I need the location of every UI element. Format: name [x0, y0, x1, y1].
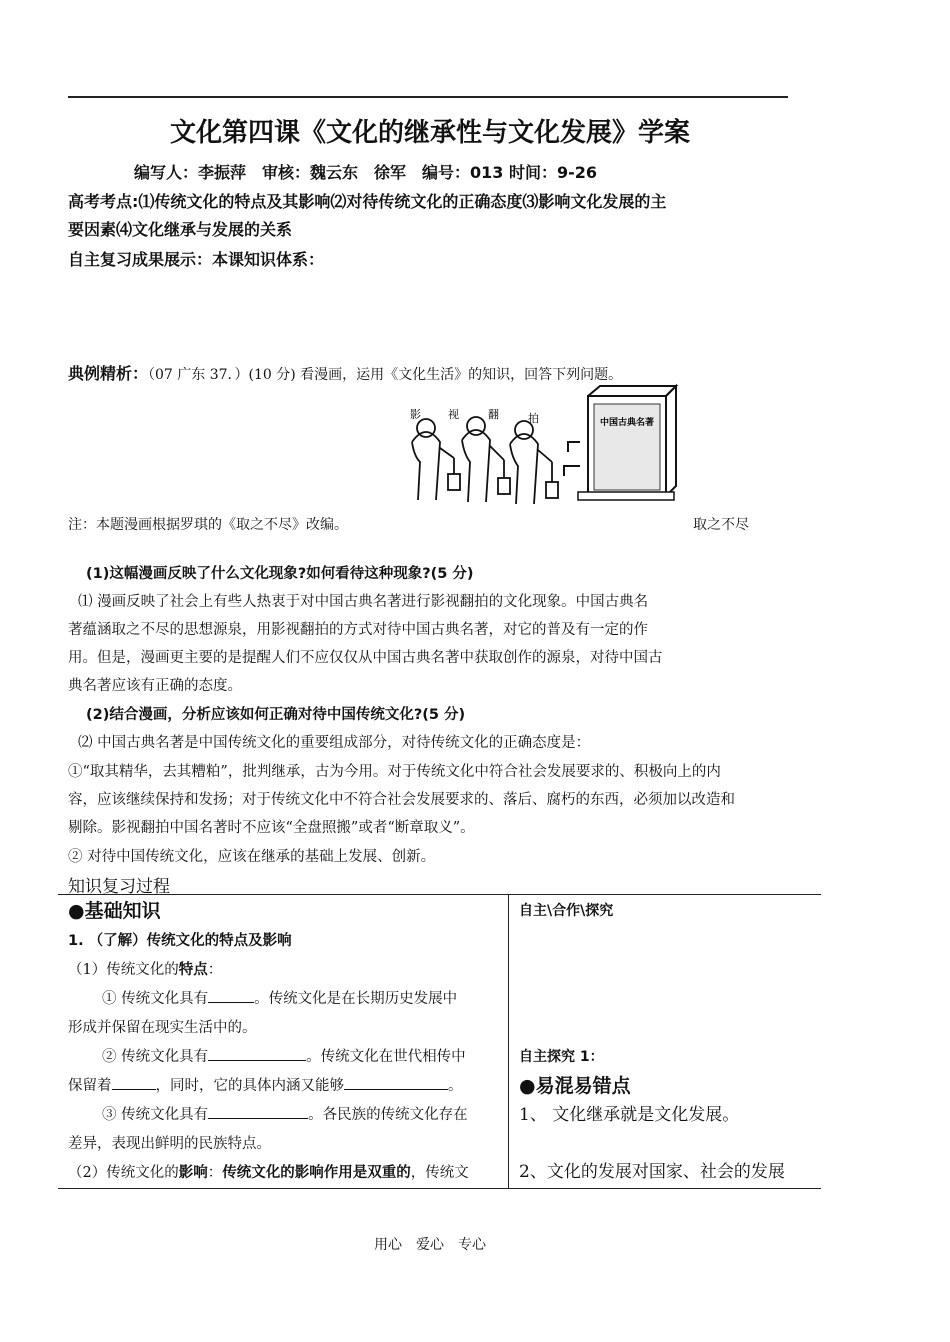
sub-2-impact	[58, 1159, 508, 1188]
question-1: (1)这幅漫画反映了什么文化现象?如何看待这种现象?(5 分)	[86, 566, 474, 582]
sub-2-bold-1: 影响	[178, 1165, 208, 1181]
cartoon-char-1: 影	[410, 408, 421, 421]
fill-blank-4[interactable]	[344, 1075, 448, 1090]
sub-2-colon: ：	[207, 1165, 223, 1181]
point-2-line2-suffix: 。	[448, 1078, 463, 1094]
cartoon-char-2: 视	[448, 408, 459, 421]
error-item-1: 1、 文化继承就是文化发展。	[519, 1105, 740, 1125]
point-1-prefix: ① 传统文化具有	[102, 991, 209, 1007]
answer-2-line2: ①“取其精华，去其糟粕”，批判继承，古为今用。对于传统文化中符合社会发展要求的、积极向上的内	[68, 764, 721, 780]
answer-2-line5: ② 对待中国传统文化，应该在继承的基础上发展、创新。	[68, 849, 436, 865]
answer-2-line1: ⑵ 中国古典名著是中国传统文化的重要组成部分，对待传统文化的正确态度是：	[78, 735, 591, 751]
item-1-title: 1. （了解）传统文化的特点及影响	[68, 933, 292, 949]
top-rule	[68, 96, 788, 98]
basic-knowledge-cell	[58, 895, 509, 1189]
point-2-line2-mid: ，同时，它的具体内涵又能够	[155, 1078, 344, 1094]
answer-2-line3: 容，应该继续保持和发扬；对于传统文化中不符合社会发展要求的、落后、腐朽的东西，必须加以改造和	[68, 792, 735, 808]
sub-1-features	[58, 956, 508, 985]
cartoon-caption: 取之不尽	[693, 517, 749, 533]
exam-points-line1: 高考考点:⑴传统文化的特点及其影响⑵对待传统文化的正确态度⑶影响文化发展的主	[68, 192, 667, 211]
cartoon-char-3: 翻	[488, 408, 499, 421]
point-3	[58, 1101, 508, 1130]
point-3-line2: 差异，表现出鲜明的民族特点。	[68, 1136, 271, 1152]
answer-1-line2: 著蕴涵取之不尽的思想源泉，用影视翻拍的方式对待中国古典名著，对它的普及有一定的作	[68, 622, 648, 638]
footer: 用心 爱心 专心	[374, 1237, 486, 1253]
point-1-line2: 形成并保留在现实生活中的。	[68, 1020, 257, 1036]
fill-blank-2[interactable]	[208, 1046, 306, 1061]
author-meta: 编写人：李振萍 审核：魏云东 徐军 编号：013 时间：9-26	[134, 163, 598, 182]
exam-points-line2: 要因素⑷文化继承与发展的关系	[68, 220, 293, 239]
sub-2-suffix: ，传统文	[410, 1165, 469, 1181]
knowledge-table	[58, 894, 821, 1189]
example-intro-line	[68, 361, 622, 384]
answer-1-line3: 用。但是，漫画更主要的是提醒人们不应仅仅从中国古典名著中获取创作的源泉，对待中国古	[68, 650, 663, 666]
point-2-prefix: ② 传统文化具有	[102, 1049, 209, 1065]
point-2-line2-prefix: 保留着	[68, 1078, 112, 1094]
example-intro: （07 广东 37．）(10 分) 看漫画，运用《文化生活》的知识，回答下列问题。	[148, 367, 623, 383]
question-2: (2)结合漫画，分析应该如何正确对待中国传统文化?(5 分)	[86, 707, 466, 723]
book-title: 中国古典名著	[599, 418, 655, 428]
self-explore-label: 自主探究 1：	[519, 1049, 604, 1065]
explore-cell	[509, 895, 822, 1189]
cartoon-char-4: 拍	[528, 412, 539, 425]
page-title: 文化第四课《文化的继承性与文化发展》学案	[169, 118, 690, 148]
point-2	[58, 1043, 508, 1072]
explore-top-label: 自主\合作\探究	[519, 903, 614, 919]
error-prone-heading: ●易混易错点	[519, 1075, 631, 1097]
cartoon-note: 注：本题漫画根据罗琪的《取之不尽》改编。	[68, 517, 348, 533]
point-2-line2	[58, 1072, 508, 1101]
self-review-heading: 自主复习成果展示：本课知识体系：	[68, 250, 325, 269]
sub-2-prefix: （2）传统文化的	[68, 1165, 179, 1181]
cartoon-illustration	[392, 382, 680, 532]
point-1-suffix: 。传统文化是在长期历史发展中	[254, 991, 458, 1007]
point-3-prefix: ③ 传统文化具有	[102, 1107, 209, 1123]
sub-2-bold-2: 传统文化的影响作用是双重的	[222, 1165, 411, 1181]
fill-blank-3[interactable]	[112, 1075, 156, 1090]
fill-blank-5[interactable]	[208, 1104, 308, 1119]
example-label: 典例精析：	[68, 364, 149, 383]
point-3-suffix: 。各民族的传统文化存在	[308, 1107, 468, 1123]
explore-space[interactable]	[509, 927, 821, 1043]
basic-knowledge-heading: ●基础知识	[68, 900, 161, 922]
sub-1-suffix: ：	[207, 962, 223, 978]
point-2-suffix: 。传统文化在世代相传中	[306, 1049, 466, 1065]
process-title: 知识复习过程	[68, 877, 170, 897]
answer-1-line4: 典名著应该有正确的态度。	[68, 678, 242, 694]
sub-1-bold: 特点	[178, 962, 208, 978]
fill-blank-1[interactable]	[208, 988, 254, 1003]
error-space	[509, 1130, 821, 1158]
answer-1-line1: ⑴ 漫画反映了社会上有些人热衷于对中国古典名著进行影视翻拍的文化现象。中国古典名	[78, 594, 649, 610]
point-1	[58, 985, 508, 1014]
answer-2-line4: 剔除。影视翻拍中国名著时不应该“全盘照搬”或者“断章取义”。	[68, 820, 475, 836]
sub-1-prefix: （1）传统文化的	[68, 962, 179, 978]
error-item-2: 2、文化的发展对国家、社会的发展	[519, 1162, 785, 1182]
